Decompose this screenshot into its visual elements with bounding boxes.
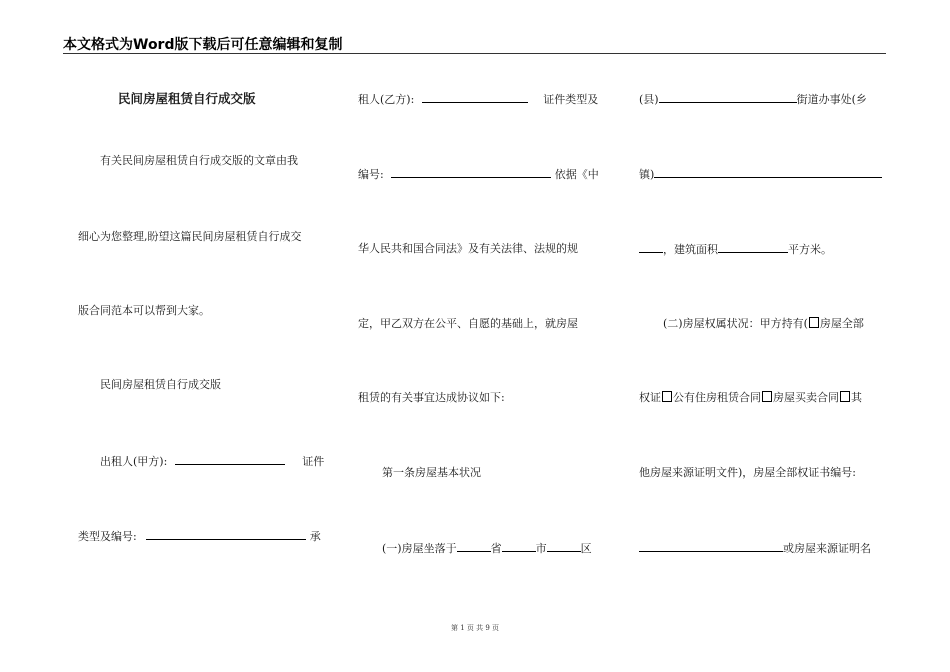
lessee-line xyxy=(358,92,598,107)
paragraph-text: 或房屋来源证明名 xyxy=(783,542,871,555)
page-number: 第 1 页 共 9 页 xyxy=(450,624,500,632)
checkbox-icon xyxy=(840,391,850,402)
town-label: 镇) xyxy=(639,168,655,181)
district-blank xyxy=(547,541,581,552)
header-divider xyxy=(63,53,886,54)
paragraph-text: 依据《中 xyxy=(554,168,599,181)
id-type-line xyxy=(78,529,321,544)
option-label: 权证 xyxy=(639,391,661,404)
town-line xyxy=(639,167,882,182)
checkbox-icon xyxy=(809,317,819,328)
id-label: 证件类型及 xyxy=(543,93,599,106)
option-label: 公有住房租赁合同 xyxy=(673,391,761,404)
location-label: (一)房屋坐落于 xyxy=(382,542,457,555)
province-label: 省 xyxy=(490,542,502,555)
checkbox-icon xyxy=(762,391,772,402)
street-office-label: 街道办事处(乡 xyxy=(796,93,867,106)
lessee-blank xyxy=(422,92,528,103)
id-type-label: 类型及编号: xyxy=(78,530,137,543)
location-line xyxy=(382,541,592,556)
option-label: 房屋买卖合同 xyxy=(773,391,839,404)
area-line xyxy=(639,242,832,257)
section-heading: 第一条房屋基本状况 xyxy=(382,466,481,479)
town-blank xyxy=(654,167,882,178)
lessor-line xyxy=(100,454,324,469)
ownership-label: (二)房屋权属状况：甲方持有( xyxy=(663,317,808,330)
county-line xyxy=(639,92,867,107)
checkbox-icon xyxy=(662,391,672,402)
number-line xyxy=(358,167,599,182)
address-blank xyxy=(639,242,663,253)
option-label: 其 xyxy=(851,391,862,404)
number-label: 编号: xyxy=(358,168,384,181)
unit-label: 平方米。 xyxy=(788,243,832,256)
paragraph-line: 版合同范本可以帮到大家。 xyxy=(78,304,210,317)
city-label: 市 xyxy=(535,542,547,555)
city-blank xyxy=(502,541,536,552)
paragraph-line: 租赁的有关事宜达成协议如下: xyxy=(358,391,505,404)
paragraph-text: 承 xyxy=(309,530,321,543)
county-blank xyxy=(659,92,797,103)
option-label: 房屋全部 xyxy=(819,317,864,330)
province-blank xyxy=(457,541,491,552)
paragraph-line: 有关民间房屋租赁自行成交版的文章由我 xyxy=(100,154,298,167)
lessor-label: 出租人(甲方): xyxy=(100,455,168,468)
lessor-blank xyxy=(175,454,285,465)
document-header: 本文格式为Word版下载后可任意编辑和复制 xyxy=(63,37,343,53)
ownership-options-line xyxy=(639,391,862,405)
id-number-blank xyxy=(146,529,306,540)
certificate-blank xyxy=(639,541,783,552)
area-label: ，建筑面积 xyxy=(663,243,718,256)
document-title: 民间房屋租赁自行成交版 xyxy=(118,91,256,106)
paragraph-line: 华人民共和国合同法》及有关法律、法规的规 xyxy=(358,242,578,255)
area-blank xyxy=(718,242,788,253)
lessee-label: 租人(乙方): xyxy=(358,93,415,106)
paragraph-line: 细心为您整理,盼望这篇民间房屋租赁自行成交 xyxy=(78,230,302,243)
certificate-line xyxy=(639,541,871,556)
number-blank xyxy=(391,167,551,178)
paragraph-line: 民间房屋租赁自行成交版 xyxy=(100,378,221,391)
paragraph-line: 定，甲乙双方在公平、自愿的基础上，就房屋 xyxy=(358,317,578,330)
paragraph-line: 他房屋来源证明文件)，房屋全部权证书编号: xyxy=(639,466,856,479)
county-label: (县) xyxy=(639,93,659,106)
id-label: 证件 xyxy=(302,455,325,468)
district-label: 区 xyxy=(580,542,592,555)
ownership-line xyxy=(663,317,864,331)
